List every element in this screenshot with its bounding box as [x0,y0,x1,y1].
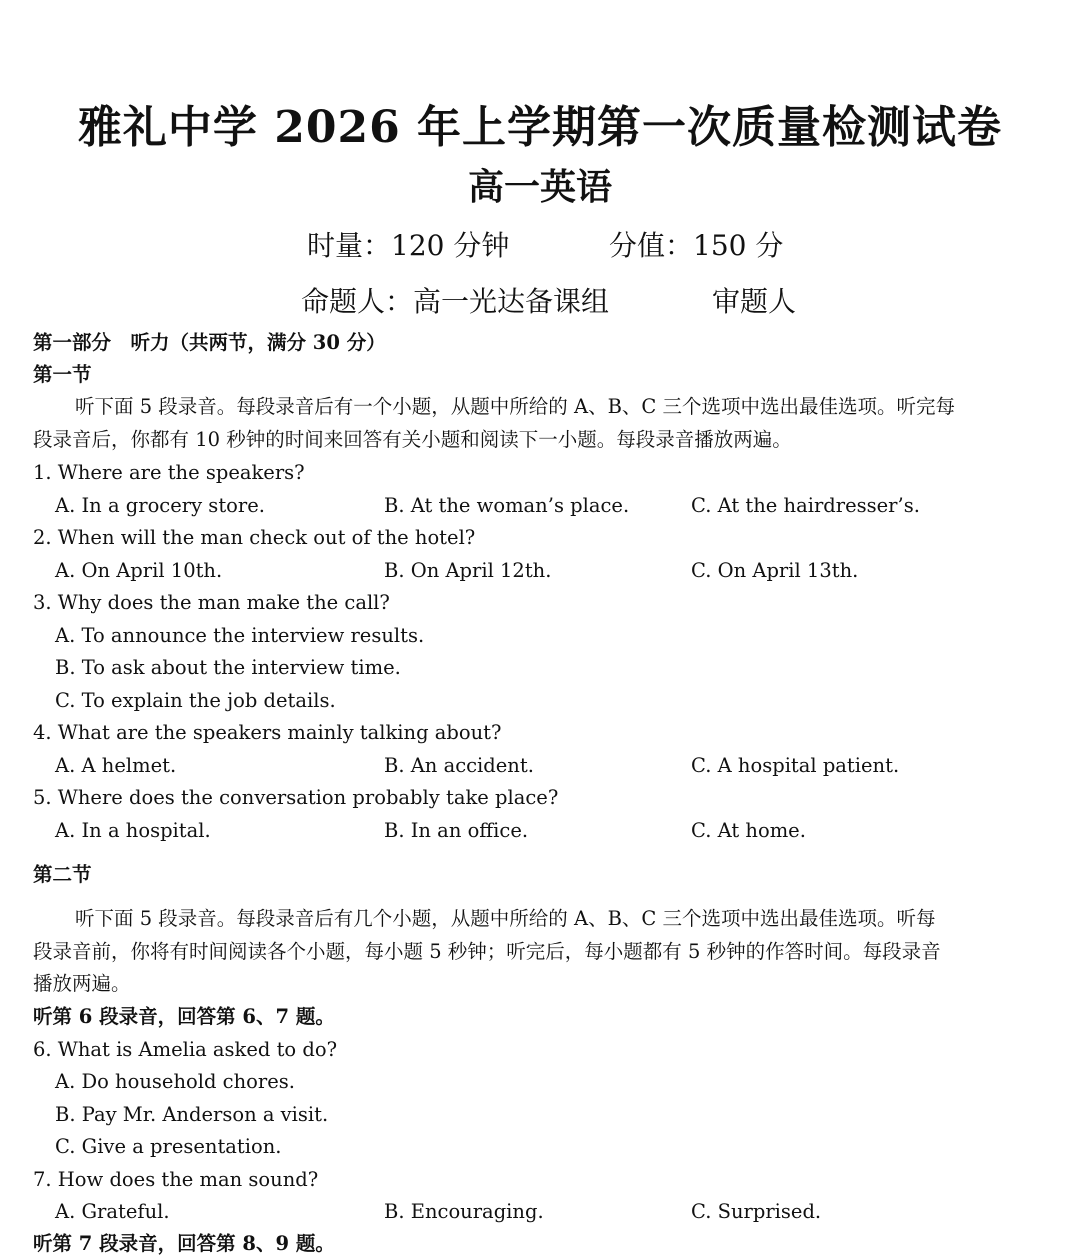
q1-option-c: C. At the hairdresser’s. [691,494,920,517]
section2-instructions [33,903,1053,1001]
audio-7-heading: 听第 7 段录音，回答第 8、9 题。 [33,1232,335,1255]
q7-option-a: A. Grateful. [55,1200,170,1223]
q5-option-c: C. At home. [691,819,806,842]
q6-option-c: C. Give a presentation. [55,1135,282,1158]
q2-option-a: A. On April 10th. [55,559,223,582]
q4-option-a: A. A helmet. [55,754,177,777]
section2-heading: 第二节 [33,863,92,886]
section2-instr-line2: 段录音前，你将有时间阅读各个小题，每小题 5 秒钟；听完后，每小题都有 5 秒钟的作答时间。每段录音 [33,939,941,963]
section1-instructions [33,391,1053,456]
question-2: 2. When will the man check out of the hotel? [33,526,476,549]
exam-title: 雅礼中学 2026 年上学期第一次质量检测试卷 [77,102,1003,153]
exam-reviewer: 审题人 [712,285,797,318]
q2-option-b: B. On April 12th. [384,559,552,582]
exam-time: 时量：120 分钟 [307,229,510,262]
exam-author: 命题人：高一光达备课组 [301,285,610,318]
section2-instr-line3: 播放两遍。 [33,972,131,995]
question-4: 4. What are the speakers mainly talking about? [33,721,502,744]
part1-heading: 第一部分 听力（共两节，满分 30 分） [33,331,386,354]
q3-option-c: C. To explain the job details. [55,689,336,712]
q5-option-a: A. In a hospital. [55,819,211,842]
q5-option-b: B. In an office. [384,819,529,842]
section2-instr-line1: 听下面 5 段录音。每段录音后有几个小题，从题中所给的 A、B、C 三个选项中选出最佳选项。听每 [75,907,936,930]
audio-6-heading: 听第 6 段录音，回答第 6、7 题。 [33,1005,335,1028]
q7-option-c: C. Surprised. [691,1200,822,1223]
exam-score: 分值：150 分 [609,229,784,262]
q6-option-b: B. Pay Mr. Anderson a visit. [55,1103,329,1126]
question-7: 7. How does the man sound? [33,1168,319,1191]
q7-option-b: B. Encouraging. [384,1200,544,1223]
q1-option-b: B. At the woman’s place. [384,494,630,517]
question-3: 3. Why does the man make the call? [33,591,390,614]
section1-heading: 第一节 [33,363,92,386]
q2-option-c: C. On April 13th. [691,559,859,582]
exam-subject: 高一英语 [467,166,612,208]
q4-option-c: C. A hospital patient. [691,754,900,777]
q3-option-b: B. To ask about the interview time. [55,656,401,679]
q3-option-a: A. To announce the interview results. [55,624,425,647]
question-5: 5. Where does the conversation probably take place? [33,786,559,809]
q4-option-b: B. An accident. [384,754,534,777]
question-1: 1. Where are the speakers? [33,461,305,484]
section1-instr-line1: 听下面 5 段录音。每段录音后有一个小题，从题中所给的 A、B、C 三个选项中选出最佳选项。听完每 [75,395,956,418]
question-6: 6. What is Amelia asked to do? [33,1038,338,1061]
section1-instr-line2: 段录音后，你都有 10 秒钟的时间来回答有关小题和阅读下一小题。每段录音播放两遍。 [33,427,792,451]
q1-option-a: A. In a grocery store. [55,494,265,517]
q6-option-a: A. Do household chores. [55,1070,295,1093]
